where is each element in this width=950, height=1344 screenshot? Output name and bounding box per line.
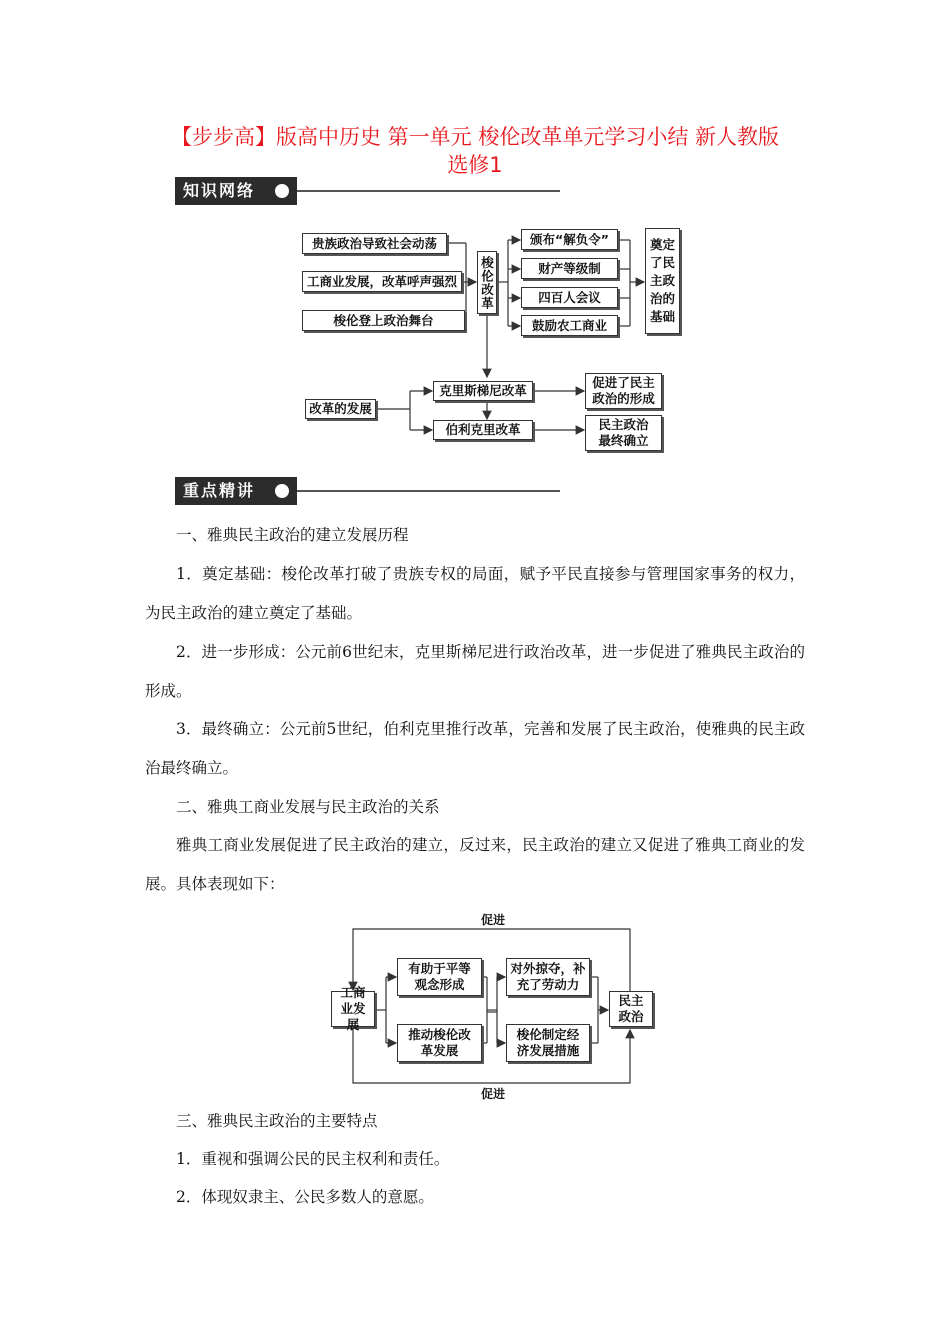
- mid-right-box-economic-measures: 梭伦制定经济发展措施: [506, 1024, 590, 1062]
- cause-box-commerce: 工商业发展，改革呼声强烈: [302, 271, 462, 292]
- measure-box-debt-relief: 颁布“解负令”: [521, 229, 618, 250]
- commerce-box: 工商业发展: [331, 991, 375, 1027]
- paragraph-6: 2．体现奴隶主、公民多数人的意愿。: [176, 1188, 434, 1206]
- outcome-box-established: 民主政治最终确立: [585, 415, 662, 451]
- heading-2: 二、雅典工商业发展与民主政治的关系: [176, 798, 440, 816]
- paragraph-3: 3．最终确立：公元前5世纪，伯利克里推行改革，完善和发展了民主政治，使雅典的民主政治最终确立。: [145, 720, 805, 777]
- cause-box-solon-rise: 梭伦登上政治舞台: [302, 310, 465, 331]
- heading-3: 三、雅典民主政治的主要特点: [176, 1112, 378, 1130]
- democracy-box: 民主政治: [609, 991, 653, 1027]
- section-label: 重点精讲: [175, 477, 297, 505]
- result-box-foundation: 奠定了民主政治的基础: [645, 228, 680, 334]
- mid-left-box-reform: 推动梭伦改革发展: [397, 1024, 482, 1062]
- center-box-text: 梭伦改革: [479, 255, 495, 310]
- development-box: 改革的发展: [305, 399, 376, 419]
- reform-box-pericles: 伯利克里改革: [433, 420, 533, 440]
- label-promote-bottom: 促进: [481, 1087, 506, 1101]
- page-title-line2: 选修1: [447, 153, 503, 177]
- measure-box-council-400: 四百人会议: [521, 287, 618, 308]
- cause-box-aristocracy: 贵族政治导致社会动荡: [302, 233, 447, 254]
- paragraph-1: 1．奠定基础：梭伦改革打破了贵族专权的局面，赋予平民直接参与管理国家事务的权力，为民主政治的建立奠定了基础。: [145, 565, 805, 622]
- measure-box-encourage-trade: 鼓励农工商业: [521, 315, 618, 336]
- mid-right-box-labor: 对外掠夺，补充了劳动力: [506, 958, 590, 996]
- paragraph-4: 雅典工商业发展促进了民主政治的建立，反过来，民主政治的建立又促进了雅典工商业的发展。具体表现如下：: [145, 836, 805, 893]
- measure-box-property-classes: 财产等级制: [521, 258, 618, 279]
- page-title-line1: 【步步高】版高中历史 第一单元 梭伦改革单元学习小结 新人教版: [170, 125, 780, 149]
- heading-1: 一、雅典民主政治的建立发展历程: [176, 526, 409, 544]
- label-promote-top: 促进: [481, 913, 506, 927]
- outcome-box-formation: 促进了民主政治的形成: [585, 373, 662, 409]
- paragraph-2: 2．进一步形成：公元前6世纪末，克里斯梯尼进行政治改革，进一步促进了雅典民主政治的形成。: [145, 643, 805, 700]
- reform-box-cleisthenes: 克里斯梯尼改革: [433, 381, 533, 401]
- section-label: 知识网络: [175, 177, 297, 205]
- mid-left-box-equality: 有助于平等观念形成: [397, 958, 482, 996]
- paragraph-5: 1．重视和强调公民的民主权利和责任。: [176, 1150, 450, 1168]
